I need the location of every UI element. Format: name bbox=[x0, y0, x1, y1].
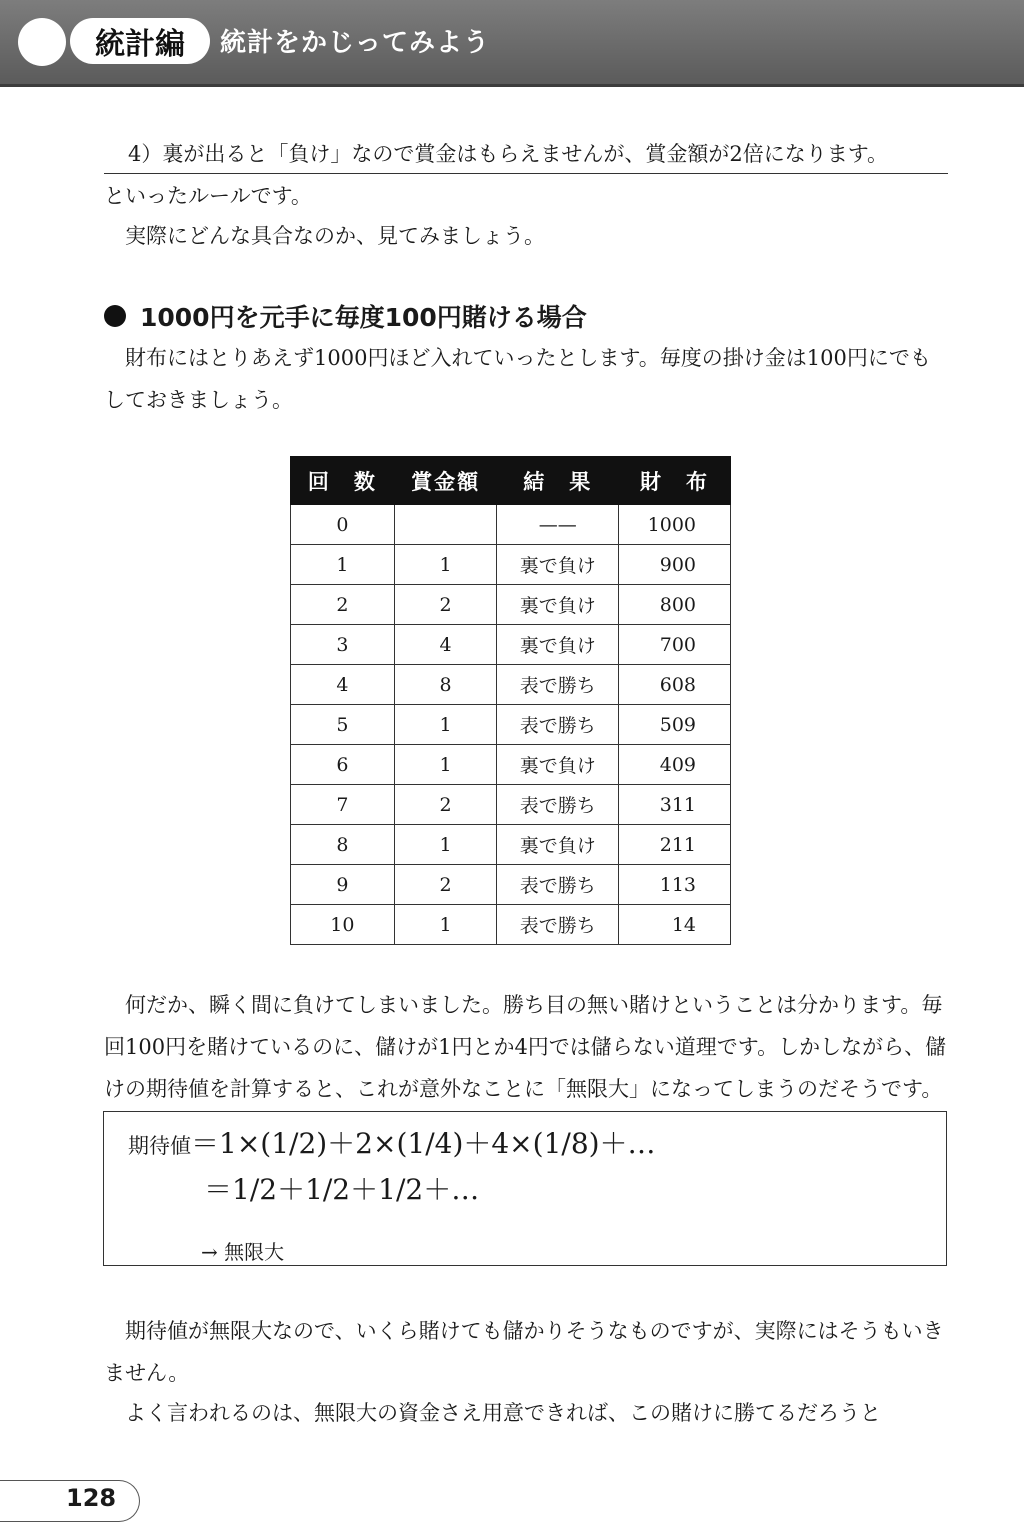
cell-round: 0 bbox=[291, 505, 395, 545]
cell-prize: 1 bbox=[394, 545, 497, 585]
cell-wallet: 211 bbox=[619, 825, 731, 865]
chapter-subtitle: 統計をかじってみよう bbox=[220, 28, 491, 58]
cell-round: 8 bbox=[291, 825, 395, 865]
formula-expression-1: ＝1×(1/2)＋2×(1/4)＋4×(1/8)＋… bbox=[191, 1127, 656, 1160]
cell-result: 表で勝ち bbox=[497, 785, 619, 825]
table-row bbox=[291, 825, 731, 865]
cell-result: 表で勝ち bbox=[497, 705, 619, 745]
results-table bbox=[290, 456, 731, 945]
table-row bbox=[291, 625, 731, 665]
table-row bbox=[291, 545, 731, 585]
divider bbox=[104, 173, 948, 174]
after-table-paragraph: 何だか、瞬く間に負けてしまいました。勝ち目の無い賭けということは分かります。毎回100円を賭けているのに、儲けが1円とか4円では儲らない道理です。しかしながら、儲けの期待値を計算すると、これが意外なことに「無限大」になってしまうのだそうです。 bbox=[104, 993, 947, 1101]
bullet-icon bbox=[104, 305, 126, 327]
table-row bbox=[291, 585, 731, 625]
header-circle-icon bbox=[18, 18, 66, 66]
formula-line-1 bbox=[128, 1122, 656, 1162]
cell-prize: 2 bbox=[394, 785, 497, 825]
cell-round: 6 bbox=[291, 745, 395, 785]
rule-4-text: 4）裏が出ると「負け」なので賞金はもらえませんが、賞金額が2倍になります。 bbox=[128, 142, 889, 166]
header-prize: 賞金額 bbox=[394, 457, 497, 505]
cell-wallet: 311 bbox=[619, 785, 731, 825]
table-row bbox=[291, 785, 731, 825]
section-label: 統計編 bbox=[70, 18, 210, 64]
header-result: 結 果 bbox=[497, 457, 619, 505]
chapter-header bbox=[0, 0, 1024, 87]
section-paragraph: 財布にはとりあえず1000円ほど入れていったとします。毎度の掛け金は100円にでもしておきましょう。 bbox=[104, 346, 931, 412]
cell-wallet: 700 bbox=[619, 625, 731, 665]
cell-result: 表で勝ち bbox=[497, 665, 619, 705]
cell-result: 裏で負け bbox=[497, 625, 619, 665]
cell-round: 4 bbox=[291, 665, 395, 705]
table-header-row bbox=[291, 457, 731, 505]
cell-result: 裏で負け bbox=[497, 545, 619, 585]
cell-prize: 2 bbox=[394, 865, 497, 905]
cell-prize: 2 bbox=[394, 585, 497, 625]
cell-round: 10 bbox=[291, 905, 395, 945]
cell-prize: 1 bbox=[394, 825, 497, 865]
cell-wallet: 608 bbox=[619, 665, 731, 705]
table-row bbox=[291, 905, 731, 945]
rule-end-text: といったルールです。 bbox=[104, 184, 312, 208]
table-row bbox=[291, 705, 731, 745]
cell-wallet: 409 bbox=[619, 745, 731, 785]
table-row bbox=[291, 745, 731, 785]
cell-round: 3 bbox=[291, 625, 395, 665]
cell-wallet: 509 bbox=[619, 705, 731, 745]
cell-round: 5 bbox=[291, 705, 395, 745]
lead-text: 実際にどんな具合なのか、見てみましょう。 bbox=[125, 224, 545, 248]
cell-prize: 1 bbox=[394, 905, 497, 945]
cell-wallet: 113 bbox=[619, 865, 731, 905]
table-row bbox=[291, 865, 731, 905]
table-row bbox=[291, 665, 731, 705]
cell-prize: 4 bbox=[394, 625, 497, 665]
last-paragraph: よく言われるのは、無限大の資金さえ用意できれば、この賭けに勝てるだろうと bbox=[125, 1401, 881, 1425]
header-round: 回 数 bbox=[291, 457, 395, 505]
cell-result: 裏で負け bbox=[497, 825, 619, 865]
cell-result: 表で勝ち bbox=[497, 865, 619, 905]
cell-round: 2 bbox=[291, 585, 395, 625]
cell-round: 7 bbox=[291, 785, 395, 825]
page-number: 128 bbox=[66, 1484, 117, 1512]
header-wallet: 財 布 bbox=[619, 457, 731, 505]
formula-result: → 無限大 bbox=[201, 1240, 285, 1264]
cell-round: 1 bbox=[291, 545, 395, 585]
cell-result: —— bbox=[497, 505, 619, 545]
cell-wallet: 900 bbox=[619, 545, 731, 585]
cell-prize: 1 bbox=[394, 745, 497, 785]
cell-prize bbox=[394, 505, 497, 545]
cell-prize: 1 bbox=[394, 705, 497, 745]
section-heading bbox=[104, 298, 587, 334]
cell-result: 表で勝ち bbox=[497, 905, 619, 945]
section-heading-text: 1000円を元手に毎度100円賭ける場合 bbox=[140, 303, 587, 332]
cell-wallet: 1000 bbox=[619, 505, 731, 545]
cell-result: 裏で負け bbox=[497, 585, 619, 625]
table-row bbox=[291, 505, 731, 545]
cell-wallet: 800 bbox=[619, 585, 731, 625]
cell-prize: 8 bbox=[394, 665, 497, 705]
formula-line-2: ＝1/2＋1/2＋1/2＋… bbox=[204, 1173, 480, 1206]
after-formula-paragraph: 期待値が無限大なので、いくら賭けても儲かりそうなものですが、実際にはそうもいきません。 bbox=[104, 1319, 944, 1385]
cell-result: 裏で負け bbox=[497, 745, 619, 785]
cell-wallet: 14 bbox=[619, 905, 731, 945]
cell-round: 9 bbox=[291, 865, 395, 905]
formula-box bbox=[103, 1111, 947, 1266]
formula-label: 期待値 bbox=[128, 1134, 191, 1158]
